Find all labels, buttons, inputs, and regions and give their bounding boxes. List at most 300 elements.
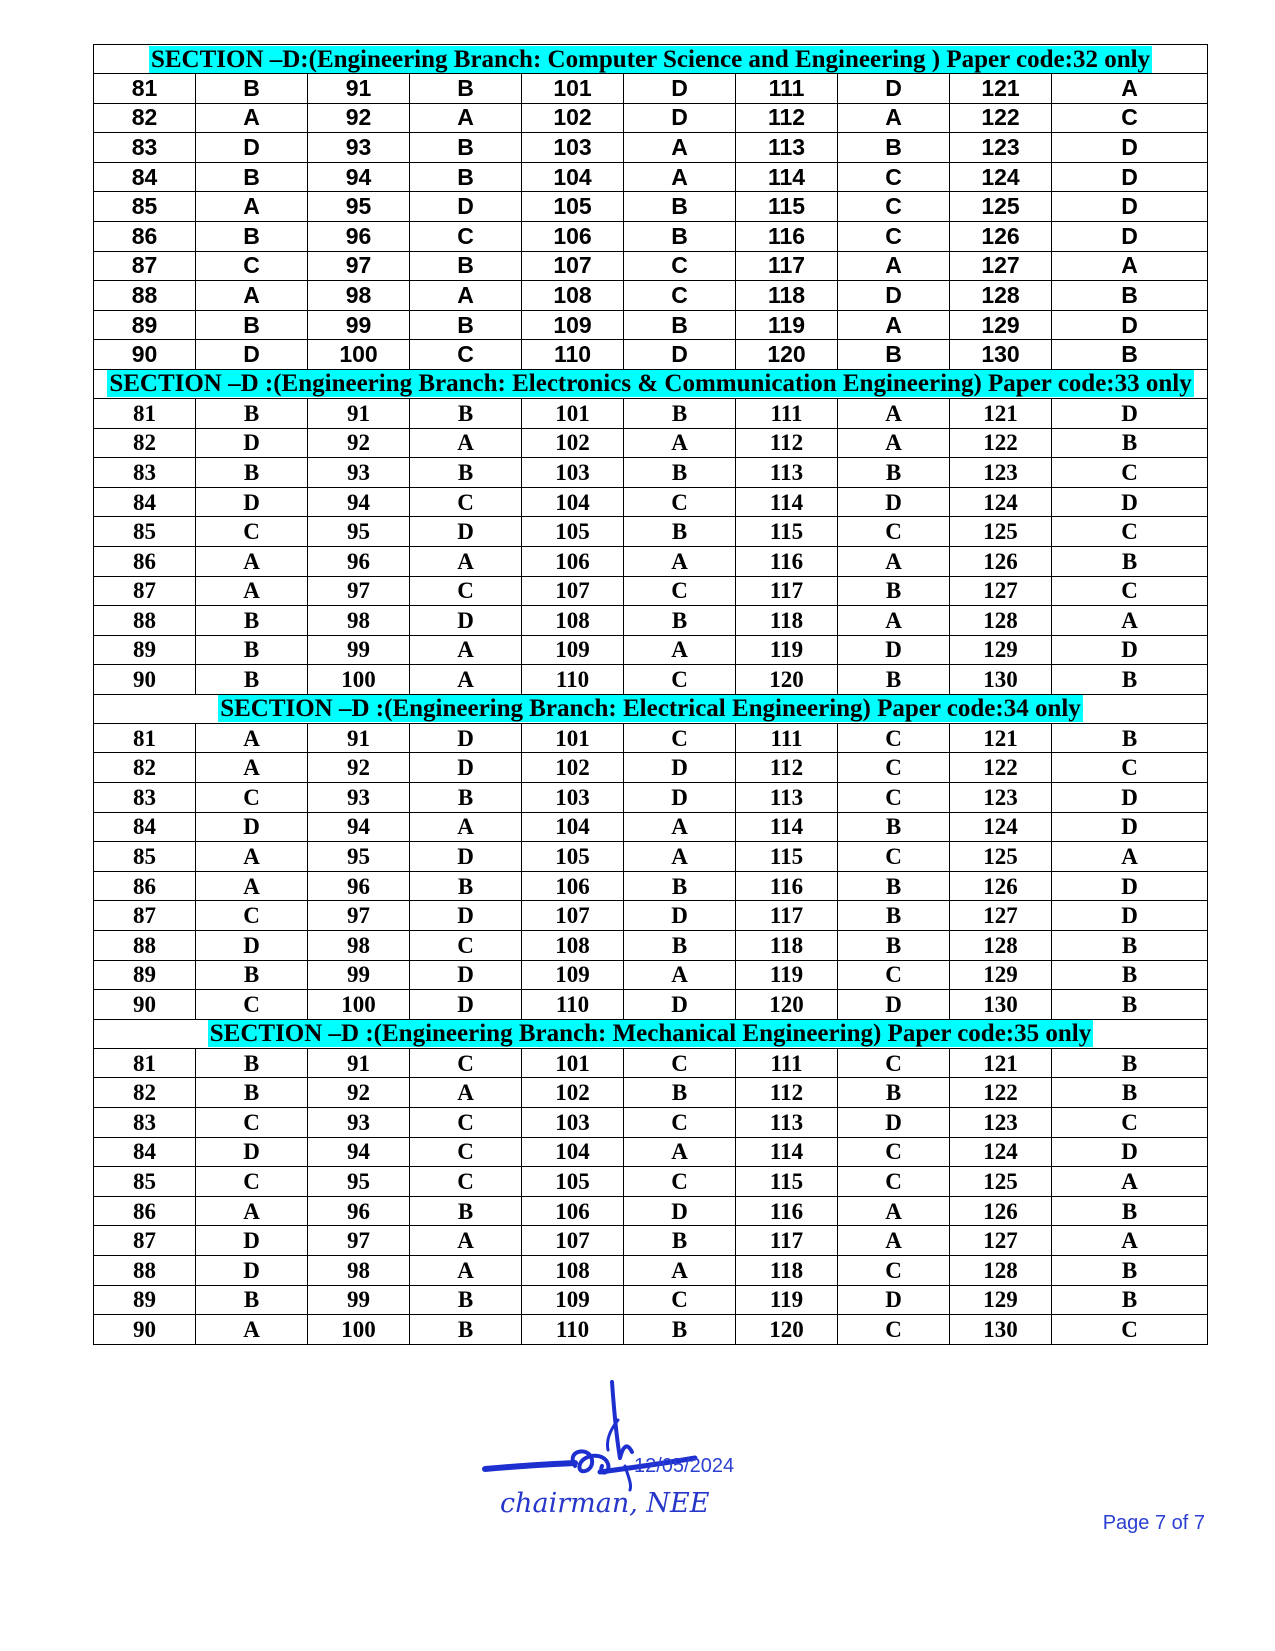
question-number: 85 [94,517,196,547]
section-title: SECTION –D :(Engineering Branch: Electrical Engineering) Paper code:34 only [220,695,1081,723]
answer-option: C [838,517,950,547]
answer-option: C [838,842,950,872]
answer-option: D [1052,133,1208,163]
question-number: 117 [736,576,838,606]
question-number: 83 [94,783,196,813]
question-number: 124 [950,812,1052,842]
question-number: 96 [308,221,410,251]
answer-option: D [624,783,736,813]
question-number: 118 [736,1255,838,1285]
answer-option: C [410,1167,522,1197]
question-number: 116 [736,221,838,251]
answer-option: A [838,310,950,340]
question-number: 99 [308,310,410,340]
question-number: 100 [308,340,410,370]
answer-option: A [1052,1226,1208,1256]
answer-option: A [196,103,308,133]
table-row [94,1167,1208,1197]
table-row [94,517,1208,547]
question-number: 83 [94,133,196,163]
question-number: 97 [308,901,410,931]
table-row [94,783,1208,813]
question-number: 88 [94,281,196,311]
question-number: 118 [736,931,838,961]
question-number: 128 [950,1255,1052,1285]
question-number: 93 [308,1108,410,1138]
answer-option: A [410,428,522,458]
answer-option: C [838,1048,950,1078]
question-number: 81 [94,1048,196,1078]
answer-option: C [196,517,308,547]
answer-option: C [196,251,308,281]
answer-option: B [838,871,950,901]
table-row [94,606,1208,636]
question-number: 92 [308,103,410,133]
answer-option: D [838,635,950,665]
question-number: 96 [308,1196,410,1226]
question-number: 129 [950,310,1052,340]
question-number: 82 [94,428,196,458]
question-number: 113 [736,133,838,163]
answer-option: D [410,901,522,931]
question-number: 89 [94,960,196,990]
answer-option: C [1052,1108,1208,1138]
table-row [94,458,1208,488]
answer-option: D [624,74,736,104]
question-number: 88 [94,1255,196,1285]
question-number: 92 [308,753,410,783]
answer-option: A [838,398,950,428]
question-number: 105 [522,842,624,872]
question-number: 86 [94,221,196,251]
question-number: 106 [522,221,624,251]
answer-option: C [196,901,308,931]
table-row [94,310,1208,340]
question-number: 109 [522,960,624,990]
question-number: 105 [522,192,624,222]
answer-option: C [1052,753,1208,783]
question-number: 129 [950,635,1052,665]
answer-option: A [1052,1167,1208,1197]
answer-option: A [624,1137,736,1167]
answer-option: C [624,1167,736,1197]
question-number: 84 [94,812,196,842]
answer-option: D [1052,398,1208,428]
answer-option: D [838,281,950,311]
question-number: 106 [522,1196,624,1226]
section-header [94,694,1208,723]
answer-option: B [410,1196,522,1226]
answer-option: D [838,1285,950,1315]
answer-option: C [1052,517,1208,547]
question-number: 119 [736,960,838,990]
answer-option: B [196,1285,308,1315]
answer-option: D [410,990,522,1020]
answer-option: B [196,162,308,192]
question-number: 110 [522,665,624,695]
answer-option: D [196,487,308,517]
question-number: 128 [950,281,1052,311]
table-row [94,133,1208,163]
answer-option: D [624,753,736,783]
answer-option: B [196,458,308,488]
question-number: 114 [736,1137,838,1167]
answer-option: B [410,783,522,813]
question-number: 94 [308,812,410,842]
table-row [94,871,1208,901]
answer-option: B [410,398,522,428]
table-row [94,546,1208,576]
question-number: 102 [522,753,624,783]
answer-option: C [838,960,950,990]
question-number: 122 [950,1078,1052,1108]
answer-option: D [1052,487,1208,517]
answer-option: A [624,162,736,192]
answer-option: A [838,103,950,133]
question-number: 88 [94,606,196,636]
answer-option: B [1052,1285,1208,1315]
answer-option: B [838,1078,950,1108]
answer-option: B [1052,931,1208,961]
question-number: 90 [94,990,196,1020]
answer-option: C [196,1108,308,1138]
question-number: 107 [522,251,624,281]
answer-option: C [410,1137,522,1167]
answer-option: B [1052,1048,1208,1078]
answer-option: C [1052,458,1208,488]
answer-option: A [838,546,950,576]
answer-option: C [624,251,736,281]
question-number: 104 [522,1137,624,1167]
question-number: 98 [308,1255,410,1285]
question-number: 83 [94,1108,196,1138]
question-number: 87 [94,1226,196,1256]
answer-option: B [410,310,522,340]
answer-option: B [624,606,736,636]
answer-option: C [838,783,950,813]
table-row [94,340,1208,370]
answer-option: C [196,990,308,1020]
question-number: 104 [522,487,624,517]
question-number: 104 [522,162,624,192]
table-row [94,1285,1208,1315]
question-number: 110 [522,1315,624,1345]
question-number: 112 [736,428,838,458]
question-number: 99 [308,960,410,990]
question-number: 93 [308,458,410,488]
answer-option: A [196,753,308,783]
answer-option: B [624,192,736,222]
question-number: 121 [950,398,1052,428]
answer-option: A [410,103,522,133]
answer-option: C [624,1108,736,1138]
question-number: 106 [522,871,624,901]
question-number: 87 [94,901,196,931]
answer-option: C [410,1048,522,1078]
answer-option: D [624,103,736,133]
question-number: 94 [308,1137,410,1167]
answer-option: A [838,606,950,636]
question-number: 101 [522,398,624,428]
question-number: 105 [522,517,624,547]
answer-option: A [624,133,736,163]
question-number: 85 [94,1167,196,1197]
answer-option: A [410,635,522,665]
answer-option: B [624,221,736,251]
answer-option: D [410,606,522,636]
answer-option: C [624,1285,736,1315]
answer-option: B [838,665,950,695]
answer-option: C [624,281,736,311]
question-number: 122 [950,753,1052,783]
question-number: 123 [950,1108,1052,1138]
table-row [94,221,1208,251]
question-number: 89 [94,635,196,665]
table-row [94,1315,1208,1345]
question-number: 84 [94,487,196,517]
answer-option: A [410,812,522,842]
question-number: 127 [950,576,1052,606]
question-number: 106 [522,546,624,576]
answer-option: D [624,990,736,1020]
question-number: 97 [308,1226,410,1256]
answer-option: C [196,1167,308,1197]
question-number: 126 [950,546,1052,576]
signature-date: 12/05/2024 [634,1455,735,1477]
answer-option: D [196,931,308,961]
answer-option: C [838,192,950,222]
question-number: 86 [94,871,196,901]
question-number: 101 [522,1048,624,1078]
answer-option: B [838,340,950,370]
answer-option: C [1052,576,1208,606]
answer-option: A [838,251,950,281]
question-number: 94 [308,487,410,517]
answer-option: D [624,1196,736,1226]
answer-option: A [410,546,522,576]
answer-option: A [1052,842,1208,872]
question-number: 100 [308,665,410,695]
answer-option: A [196,576,308,606]
signatory-title: chairman, NEE [500,1488,710,1519]
question-number: 95 [308,517,410,547]
answer-option: A [196,192,308,222]
question-number: 87 [94,251,196,281]
answer-option: A [196,871,308,901]
table-row [94,1196,1208,1226]
answer-option: A [410,665,522,695]
question-number: 122 [950,103,1052,133]
question-number: 102 [522,1078,624,1108]
table-row [94,398,1208,428]
table-row [94,487,1208,517]
question-number: 88 [94,931,196,961]
answer-option: B [196,635,308,665]
question-number: 125 [950,192,1052,222]
answer-option: A [196,281,308,311]
question-number: 85 [94,842,196,872]
question-number: 109 [522,310,624,340]
table-row [94,1078,1208,1108]
answer-option: A [410,1226,522,1256]
answer-option: A [196,1315,308,1345]
question-number: 92 [308,1078,410,1108]
answer-option: D [196,428,308,458]
answer-option: C [410,221,522,251]
question-number: 114 [736,162,838,192]
answer-option: D [410,723,522,753]
answer-option: B [1052,428,1208,458]
answer-option: D [1052,310,1208,340]
question-number: 90 [94,1315,196,1345]
question-number: 128 [950,931,1052,961]
answer-option: C [196,783,308,813]
question-number: 120 [736,665,838,695]
table-row [94,1137,1208,1167]
table-row [94,753,1208,783]
question-number: 94 [308,162,410,192]
answer-option: D [1052,871,1208,901]
table-row [94,931,1208,961]
answer-option: D [196,1255,308,1285]
question-number: 114 [736,487,838,517]
answer-option: D [410,753,522,783]
answer-option: C [624,665,736,695]
answer-option: B [410,1315,522,1345]
answer-option: C [410,487,522,517]
question-number: 95 [308,842,410,872]
answer-option: B [838,133,950,163]
table-row [94,1048,1208,1078]
answer-option: B [838,458,950,488]
answer-option: B [410,458,522,488]
question-number: 111 [736,1048,838,1078]
answer-option: D [1052,635,1208,665]
answer-option: B [624,1226,736,1256]
answer-option: C [410,1108,522,1138]
answer-option: B [1052,960,1208,990]
question-number: 101 [522,74,624,104]
answer-option: B [196,606,308,636]
answer-option: B [196,74,308,104]
answer-option: A [1052,74,1208,104]
answer-option: A [624,842,736,872]
question-number: 112 [736,1078,838,1108]
question-number: 110 [522,340,624,370]
question-number: 121 [950,1048,1052,1078]
question-number: 96 [308,871,410,901]
question-number: 112 [736,103,838,133]
question-number: 98 [308,931,410,961]
question-number: 116 [736,871,838,901]
section-header-row [94,1019,1208,1048]
table-row [94,1108,1208,1138]
question-number: 114 [736,812,838,842]
answer-option: B [624,310,736,340]
question-number: 108 [522,606,624,636]
question-number: 96 [308,546,410,576]
question-number: 117 [736,1226,838,1256]
question-number: 123 [950,783,1052,813]
answer-option: D [1052,783,1208,813]
answer-option: C [410,576,522,606]
question-number: 108 [522,931,624,961]
table-row [94,251,1208,281]
question-number: 130 [950,1315,1052,1345]
answer-option: C [838,1167,950,1197]
answer-option: B [624,458,736,488]
answer-option: B [410,162,522,192]
table-row [94,1255,1208,1285]
question-number: 98 [308,281,410,311]
answer-option: C [1052,103,1208,133]
question-number: 107 [522,1226,624,1256]
question-number: 129 [950,1285,1052,1315]
question-number: 90 [94,340,196,370]
answer-option: D [196,812,308,842]
question-number: 111 [736,398,838,428]
answer-option: B [1052,546,1208,576]
answer-option: B [410,1285,522,1315]
question-number: 120 [736,1315,838,1345]
question-number: 113 [736,1108,838,1138]
question-number: 85 [94,192,196,222]
question-number: 102 [522,103,624,133]
table-row [94,665,1208,695]
section-header [94,369,1208,398]
answer-option: A [624,428,736,458]
question-number: 93 [308,783,410,813]
question-number: 90 [94,665,196,695]
answer-option: D [838,487,950,517]
question-number: 107 [522,576,624,606]
answer-option: B [624,871,736,901]
answer-option: A [1052,606,1208,636]
question-number: 91 [308,1048,410,1078]
question-number: 104 [522,812,624,842]
answer-option: D [196,1226,308,1256]
answer-option: A [410,1078,522,1108]
question-number: 95 [308,192,410,222]
answer-option: A [624,960,736,990]
answer-option: C [838,753,950,783]
question-number: 81 [94,723,196,753]
question-number: 125 [950,842,1052,872]
answer-option: B [624,517,736,547]
question-number: 122 [950,428,1052,458]
question-number: 102 [522,428,624,458]
table-row [94,635,1208,665]
question-number: 95 [308,1167,410,1197]
answer-option: D [410,842,522,872]
answer-option: B [196,221,308,251]
answer-option: D [1052,901,1208,931]
question-number: 105 [522,1167,624,1197]
table-row [94,281,1208,311]
answer-option: B [1052,1078,1208,1108]
question-number: 99 [308,1285,410,1315]
answer-option: B [196,665,308,695]
answer-option: D [1052,812,1208,842]
answer-option: B [1052,1196,1208,1226]
answer-option: C [838,1315,950,1345]
question-number: 103 [522,458,624,488]
section-header-row [94,369,1208,398]
question-number: 111 [736,723,838,753]
answer-option: B [410,251,522,281]
answer-option: C [838,162,950,192]
answer-option: B [624,1315,736,1345]
